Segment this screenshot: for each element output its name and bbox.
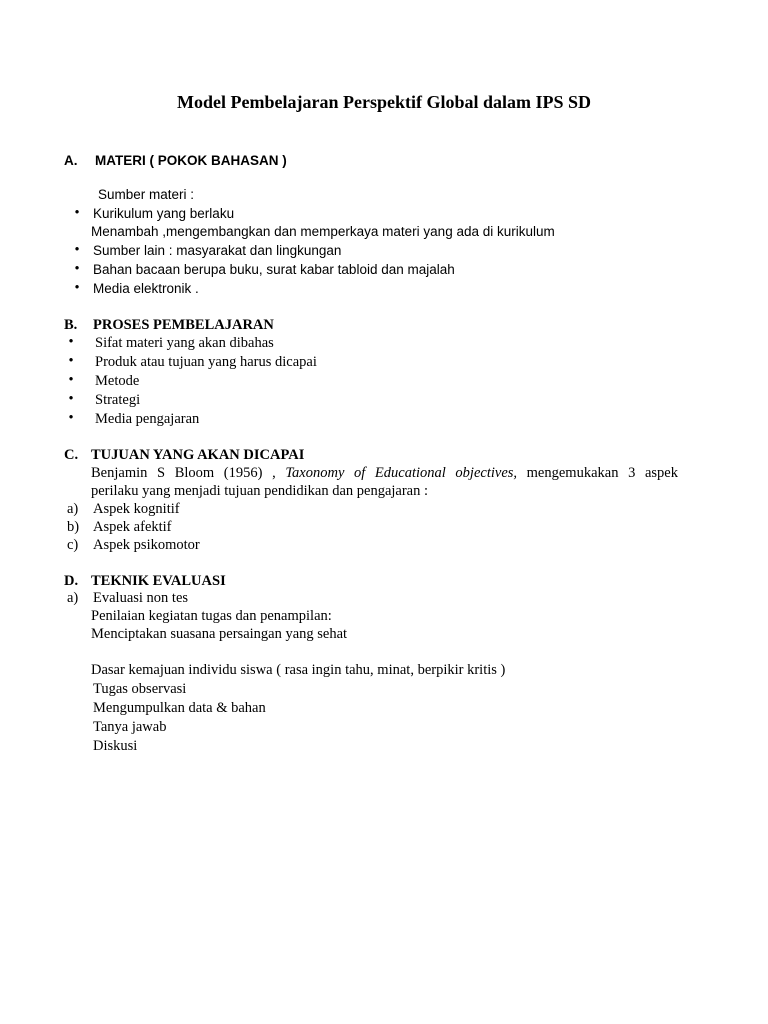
list-item: Metode xyxy=(95,373,140,389)
para-italic: Taxonomy of Educational objectives, xyxy=(285,465,518,481)
text-line: Tugas observasi xyxy=(93,681,187,697)
section-a-letter: A. xyxy=(64,153,78,168)
bullet-icon: • xyxy=(68,410,74,426)
para-end: mengemukakan 3 aspek xyxy=(526,465,678,481)
list-item: Produk atau tujuan yang harus dicapai xyxy=(95,354,317,370)
list-item: Aspek kognitif xyxy=(93,501,180,517)
para-start: Benjamin S Bloom (1956) , xyxy=(91,465,276,481)
list-item: Aspek psikomotor xyxy=(93,537,200,553)
section-c-letter: C. xyxy=(64,447,79,463)
section-c-heading: TUJUAN YANG AKAN DICAPAI xyxy=(91,447,305,463)
section-a-note: Menambah ,mengembangkan dan memperkaya materi yang ada di kurikulum xyxy=(91,224,555,239)
list-item: Media pengajaran xyxy=(95,411,200,427)
text-line: Menciptakan suasana persaingan yang sehat xyxy=(91,626,348,642)
section-b-heading: PROSES PEMBELAJARAN xyxy=(93,317,274,333)
list-item: Evaluasi non tes xyxy=(93,590,189,606)
bullet-icon: • xyxy=(74,280,80,296)
bullet-icon: • xyxy=(74,261,80,277)
section-c-paragraph-line1 xyxy=(91,464,678,482)
list-item: Sifat materi yang akan dibahas xyxy=(95,335,274,351)
section-a-intro: Sumber materi : xyxy=(98,187,195,202)
bullet-icon: • xyxy=(68,372,74,388)
list-item: Bahan bacaan berupa buku, surat kabar tabloid dan majalah xyxy=(93,262,455,277)
list-item: Aspek afektif xyxy=(93,519,172,535)
text-line: Dasar kemajuan individu siswa ( rasa ingin tahu, minat, berpikir kritis ) xyxy=(91,662,506,678)
section-d-heading: TEKNIK EVALUASI xyxy=(91,573,226,589)
bullet-icon: • xyxy=(74,205,80,221)
bullet-icon: • xyxy=(74,242,80,258)
bullet-icon: • xyxy=(68,353,74,369)
list-item: Sumber lain : masyarakat dan lingkungan xyxy=(93,243,342,258)
page-title: Model Pembelajaran Perspektif Global dalam IPS SD xyxy=(177,92,591,112)
section-b-letter: B. xyxy=(64,317,78,333)
text-line: Tanya jawab xyxy=(93,719,167,735)
section-d-letter: D. xyxy=(64,573,79,589)
list-item: Kurikulum yang berlaku xyxy=(93,206,235,221)
bullet-icon: • xyxy=(68,334,74,350)
text-line: Diskusi xyxy=(93,738,138,754)
list-item: Media elektronik . xyxy=(93,281,199,296)
list-marker: a) xyxy=(67,501,79,517)
section-a-heading: MATERI ( POKOK BAHASAN ) xyxy=(95,153,287,168)
list-item: Strategi xyxy=(95,392,141,408)
text-line: Mengumpulkan data & bahan xyxy=(93,700,266,716)
text-line: Penilaian kegiatan tugas dan penampilan: xyxy=(91,608,332,624)
section-c-paragraph-line2: perilaku yang menjadi tujuan pendidikan dan pengajaran : xyxy=(91,483,429,499)
list-marker: a) xyxy=(67,590,79,606)
list-marker: b) xyxy=(67,519,80,535)
list-marker: c) xyxy=(67,537,79,553)
bullet-icon: • xyxy=(68,391,74,407)
